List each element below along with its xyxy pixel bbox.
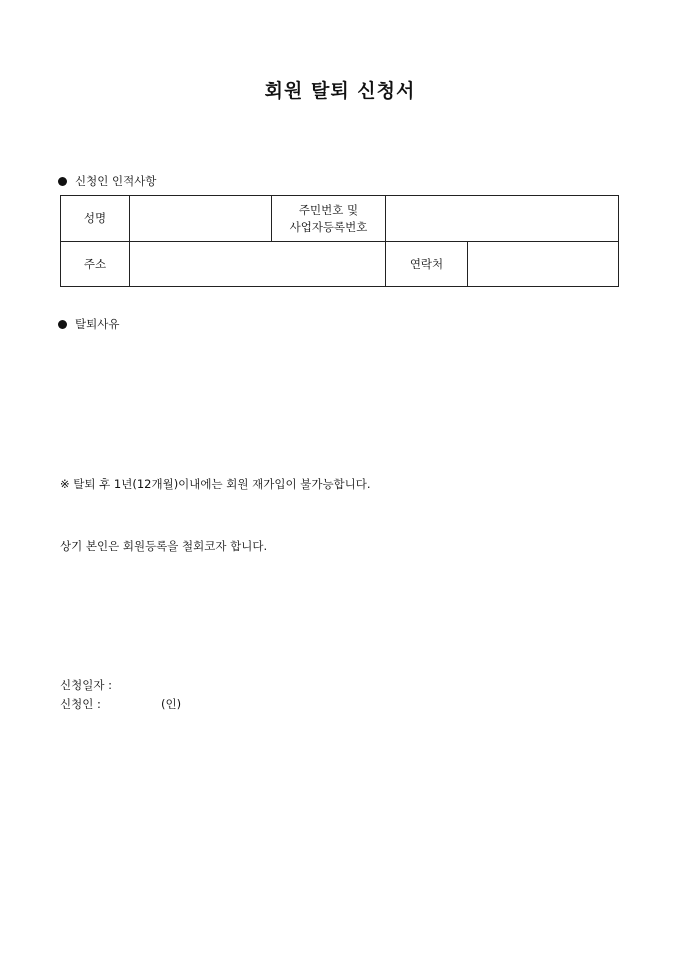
application-date-label: 신청일자 : xyxy=(60,678,112,692)
reason-field[interactable] xyxy=(60,338,618,458)
seal-mark: (인) xyxy=(161,697,182,711)
contact-label-cell xyxy=(386,242,468,287)
withdrawal-statement: 상기 본인은 회원등록을 철회코자 합니다. xyxy=(60,539,268,553)
contact-label: 연락처 xyxy=(409,256,444,271)
contact-field[interactable] xyxy=(468,242,619,287)
address-field[interactable] xyxy=(130,242,386,287)
id-number-label-line2: 사업자등록번호 xyxy=(289,219,368,234)
address-label-cell xyxy=(61,242,130,287)
rejoin-notice: ※ 탈퇴 후 1년(12개월)이내에는 회원 재가입이 불가능합니다. xyxy=(60,477,371,491)
document-title: 회원 탈퇴 신청서 xyxy=(264,80,416,102)
id-number-label-line1: 주민번호 및 xyxy=(298,202,359,217)
name-label-cell xyxy=(61,196,130,242)
reason-section-heading-label: 탈퇴사유 xyxy=(75,317,120,331)
name-label: 성명 xyxy=(83,211,107,225)
bullet-icon xyxy=(58,177,67,186)
applicant-info-table xyxy=(60,195,619,287)
reason-section-heading xyxy=(58,316,119,332)
id-number-label-cell xyxy=(272,196,386,242)
applicant-signature-label: 신청인 : xyxy=(60,697,101,711)
bullet-icon xyxy=(58,320,67,329)
applicant-section-heading xyxy=(58,173,156,189)
address-label: 주소 xyxy=(83,256,107,271)
applicant-section-heading-label: 신청인 인적사항 xyxy=(75,174,157,188)
id-number-field[interactable] xyxy=(386,196,619,242)
name-field[interactable] xyxy=(130,196,272,242)
